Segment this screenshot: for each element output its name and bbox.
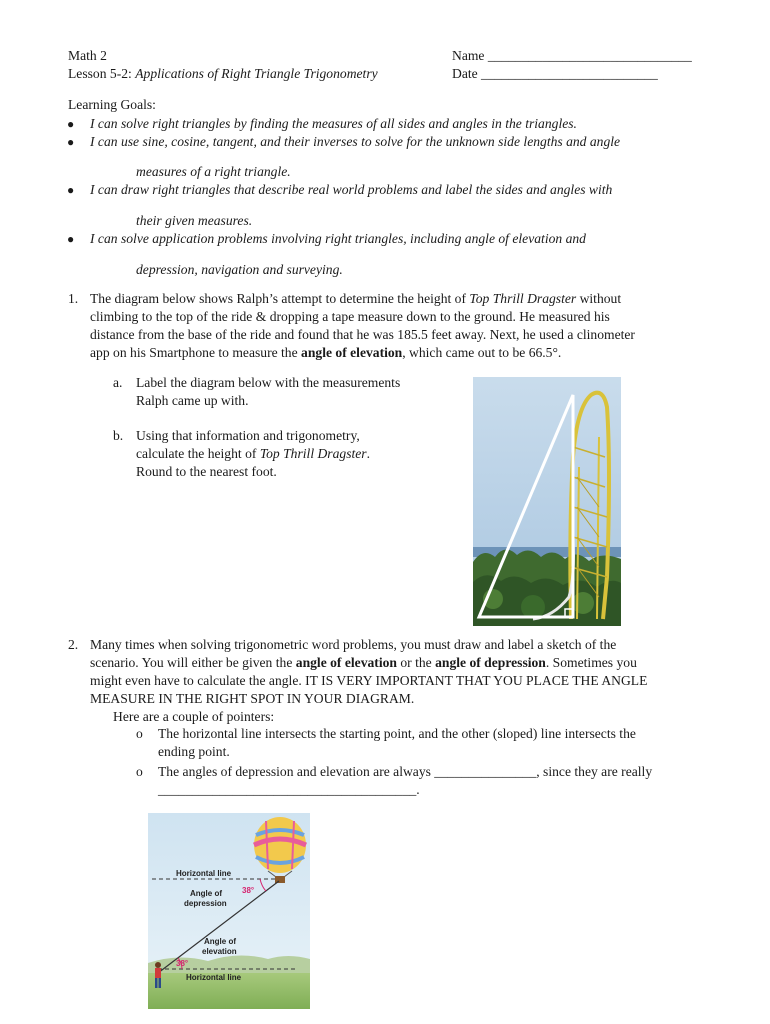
q2-line: might even have to calculate the angle. IT IS VERY IMPORTANT THAT YOU PLACE THE ANGLE bbox=[90, 673, 648, 688]
pointer-text: ending point. bbox=[158, 744, 230, 759]
q2-line: Many times when solving trigonometric word problems, you must draw and label a sketch of the bbox=[90, 637, 617, 652]
q1-line: climbing to the top of the ride & dropping a tape measure down to the ground. He measured his bbox=[90, 309, 610, 324]
horizontal-line-top-label: Horizontal line bbox=[176, 869, 232, 878]
goal-item-continued: measures of a right triangle. bbox=[136, 164, 291, 179]
part-b-text: Using that information and trigonometry, bbox=[136, 428, 360, 443]
pointer-text: ______________________________________. bbox=[158, 782, 420, 797]
q2-line: scenario. You will either be given the angle of elevation or the angle of depression. Sometimes you bbox=[90, 655, 637, 670]
pointer-text: The horizontal line intersects the starting point, and the other (sloped) line intersects the bbox=[158, 726, 636, 741]
goal-item-continued: depression, navigation and surveying. bbox=[136, 262, 343, 277]
course-title: Math 2 bbox=[68, 48, 107, 63]
part-a-label: a. bbox=[113, 375, 123, 390]
bullet-icon: ● bbox=[67, 135, 75, 149]
goal-item-continued: their given measures. bbox=[136, 213, 253, 228]
part-a-text: Ralph came up with. bbox=[136, 393, 249, 408]
date-field[interactable]: Date __________________________ bbox=[452, 66, 658, 81]
pointer-text: The angles of depression and elevation are always _______________, since they are really bbox=[158, 764, 653, 779]
pointer-marker-icon: o bbox=[136, 764, 143, 779]
name-field[interactable]: Name ______________________________ bbox=[452, 48, 692, 63]
roller-coaster-photo bbox=[473, 377, 621, 626]
elevation-depression-figure bbox=[148, 813, 310, 1009]
angle-of-elevation-label: elevation bbox=[202, 947, 237, 956]
q1-line: app on his Smartphone to measure the angle of elevation, which came out to be 66.5°. bbox=[90, 345, 562, 360]
pointer-marker-icon: o bbox=[136, 726, 143, 741]
goal-item: I can use sine, cosine, tangent, and their inverses to solve for the unknown side lengths and angle bbox=[90, 134, 621, 149]
goals-heading: Learning Goals: bbox=[68, 97, 156, 112]
part-b-label: b. bbox=[113, 428, 124, 443]
angle-of-depression-label: Angle of bbox=[190, 889, 222, 898]
q1-line: The diagram below shows Ralph’s attempt to determine the height of Top Thrill Dragster without bbox=[90, 291, 622, 306]
part-b-text: Round to the nearest foot. bbox=[136, 464, 277, 479]
q2-line: MEASURE IN THE RIGHT SPOT IN YOUR DIAGRAM. bbox=[90, 691, 415, 706]
angle-value-top: 38° bbox=[242, 886, 255, 895]
horizontal-line-bottom-label: Horizontal line bbox=[186, 973, 242, 982]
angle-value-bottom: 38° bbox=[176, 959, 189, 968]
roller-coaster-illustration bbox=[473, 377, 621, 626]
bullet-icon: ● bbox=[67, 183, 75, 197]
angle-of-depression-label: depression bbox=[184, 899, 227, 908]
pointers-heading: Here are a couple of pointers: bbox=[113, 709, 275, 724]
q1-line: distance from the base of the ride and found that he was 185.5 feet away. Next, he used a clinometer bbox=[90, 327, 635, 342]
question-number: 2. bbox=[68, 637, 79, 652]
angle-of-elevation-label: Angle of bbox=[204, 937, 236, 946]
balloon-diagram bbox=[148, 813, 310, 1009]
part-b-text: calculate the height of Top Thrill Dragster. bbox=[136, 446, 370, 461]
part-a-text: Label the diagram below with the measurements bbox=[136, 375, 401, 390]
goal-item: I can draw right triangles that describe real world problems and label the sides and angles with bbox=[90, 182, 613, 197]
goal-item: I can solve right triangles by finding the measures of all sides and angles in the triangles. bbox=[90, 116, 577, 131]
goal-item: I can solve application problems involving right triangles, including angle of elevation and bbox=[90, 231, 586, 246]
question-number: 1. bbox=[68, 291, 79, 306]
bullet-icon: ● bbox=[67, 232, 75, 246]
bullet-icon: ● bbox=[67, 117, 75, 131]
lesson-title: Lesson 5-2: Applications of Right Triangle Trigonometry bbox=[68, 66, 378, 81]
